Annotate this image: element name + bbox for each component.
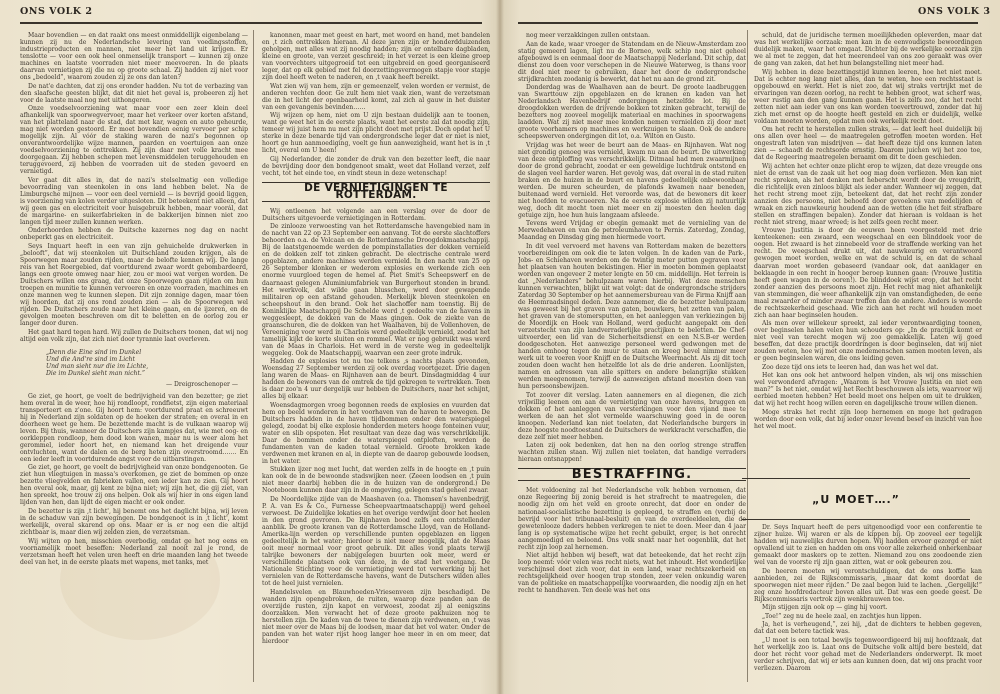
header-rule-right: [518, 22, 978, 24]
paragraph: In dit veel vervoerd met havens van Rotterdam maken de bezetters voorbereidingen om ook die te laten volgen. In de kaden van de Park-, Jobs- en Schiehaven werden om de twintig meter putten gegraven voor het plaatsen van houten bekistingen. Hier in moeten bommen geplaatst worden van ongeveer 2 meter lengte en 50 cm. middellijn. Het terrein is dat „Nederlanders” behulpzaam waren hierbij. Wat deze menschen kunnen verwachten, blijkt uit wat volgt: dat de ondergrondsche strijders Zaterdag 30 September op het aannemersbureau van de Firma Knijff aan de Heemraadsingel deden. Deze aannemer, die de bezetter behulpzaam was geweest bij het graven van gaten, bouwkers, het zetten van palen, het graven van de stomersputten, en het aanleggen van verkiezingen bij de Moordijk en Hoek van Holland, werd geducht aangepakt om den verzetstecht van zijn landverraderlijke practijken te beletten. De Chef-uitvoerder, een lid van de Sicherheitsdienst en een N.S.B-er werden doodgeschoten. Het aanwezige personeel werd gedwongen met de handen omhoog tegen de muur te staan en kreeg bevel nimmer meer werk uit te voeren voor Knijff en de Duitsche Weermacht. Als zij dit toch zouden doen wacht hen hetzelfde lot als de drie anderen. Loonlijsten, namen en adressen van alle spitters en andere belangrijke stukken werden meegenomen, terwijl de aanwezigen afstand moesten doen van hun persoonsbewijzen.: [518, 242, 746, 391]
paragraph: Vrijdag was het weer de beurt aan de Maas- en Rijnhaven. Wat nog niet grondig genoeg was vernield, kwam nu aan de beurt. De uitwerking van deze ontploffing was verschrikkelijk. Ditmaal had men zwaarmijnen door de grond gebracht, zoodat er een geweldige luchtdruk ontstond en de slagen veel harder waren. Het gevolg was, dat overal in de stad ruiten braken en de huizen in de buurt en havens gedeeltelijk onbewoonbaar werden. De muren scheurden, de plafonds kwamen naar beneden, buitenaad werd vernield. Het veroorde was, dat de bewoners dit keer niet hoefden te evacueeren. Na de eerste explosie wilden zij natuurlijk weg, doch dit mocht toen niet meer en zij moesten den heelen dag getuige zijn, hoe hun huis langzaam afsleede.: [518, 141, 746, 219]
paragraph: Niet altijd hebben wij beseft, wat dat beteekende, dat het recht zijn loop neemt: vóór velen was recht niets, wat het inhoudt. Het wonderlijke verschijnsel doet zich voor, dat in een land, waar rechtszekerheid en rechtsgelijkheid over hoogen trap stonden, zeer velen onkundig waren van de politieke en maatschappelijke voorwaarden, die noodig zijn en het recht te handhaven. Ten deele was het ons: [518, 552, 746, 595]
column-2: [262, 32, 490, 684]
paragraph: Ja, het is verheugend,”, zei hij, „dat de dichters te hebben gegeven, dat dat een betere tactiek was.: [754, 621, 982, 636]
paragraph: Om het recht te herstellen zullen straks, — dat leeft heel duidelijk bij ons allen over heel — de maatregelen getroffen moeten worden. Het ongestraft laten van misdrijven — dat heeft deze tijd ons kunnen laten zien — schaadt de rechtsorde ernstig. Daarom juichen wij het zoo toe, dat de Regeering maatregelen beraamt om dit te doen geschieden.: [754, 126, 982, 162]
poem-line: Und die And're sind im Licht: [46, 355, 135, 363]
paragraph: Woensdagmorgen vroeg begonnen reeds de explosies en vuurden dat hem op beeld wonderen in het voorhaven van de haven te bewegen. De Duitschers hadden in de haven tijdbommen onder den waterspiegel gelegd, zoodat bij elke explosie honderden meters hooge fonteinen vuur, water en slib opspoten. Het resultaat van deze dag was verschrikkelijk. Daar de bommen onder de waterspiegel ontploften, werden de fundamenten van de kaden totaal vernield. Groote brokken kade verdwenen met kranen en al, in diepte van de daarop gebouwde loodsen, in het water.: [262, 401, 490, 465]
paragraph: kanonnen, maar met geest en hart, met woord en hand, met bandelen en ‚t zich onttrekken hieraan. Al deze jaren zijn er honderdduizenden geholpen, met alles wat zij noodig hadden; zijn er ontelbare dagbladen, kleine en groote, van verzet geschreid; in het verzet is een kleine groep van voorvechters uitgegroeid tot een uitgebreid en goed georganiseerd leger, dat op elk gebied met fel doorzettingsvermogen stapje voor stapje zijn doel heeft weten te naderen, en ‚t vaak heeft bereikt.: [262, 32, 490, 82]
paragraph: Wij achten het echter onze plicht erop te wijzen, dat deze vreugde ons niet de ernst van de zaak uit het oog mag doen verliezen. Men kan niet recht spreken, als het denken met heberscht wordt door de vreugdrift, die richtelijk even zinloos blijkt als ieder ander. Wanneer wij zeggen, dat het recht streng moet zijn, beteekent dat, dat het recht zijn zonder aanzien des persoons, niet behoefd door gevoelens van medelijden of wraak en zich nauwkeurig houdend aan de wetten (die het feit strafbare stellen en straffingen bepalen). Zonder dat hieraan is voldaan is het recht niet streng, maar wreed; is het zelfs geen recht meer.: [754, 162, 982, 226]
column-1: [20, 32, 248, 684]
paragraph: „Toe!” zeg nu de heele zaal, en zachtjes hun lippen.: [762, 612, 922, 620]
paragraph: De nat'e dachten, dat zij ons eronder hadden. Nu tot de verbazing van den slaafsche geesten blijkt, dat dit niet het geval is, probeeren zij het voor de laatste maal nog met uithongeren.: [20, 82, 248, 104]
paragraph: De heeren moeten wij verontschuldigen, dat de ons koffie kan aanbieden, zei de Rijkscommissaris, „maar dat komt doordat de spoorwegen niet meer rijden.” De zaal begon luid te lachen. „Gergelijk!” zeg onze hoofdredacteur boven alles uit. Dat was een goede geest. De Rijkscommissaris vertrok zijn wenkbrauwen toe.: [754, 567, 982, 603]
paragraph: Ge ziet, ge hoort, ge voelt de bedrijvigheid van den bezetter; ge ziet hem overal in de weer, hoe hij rondloopt, rondfietst, zijn eigen materiaal transporteert en z'one. Gij hoort hem: voortdurend praat en schreeuwt hij in Nederland zijn soldaten op de hoeken der straten; en overal in en doorheen weet ge hem. De bezettende macht is de vulkaan waarop wij leven. Bij thuis, wanneer de Duitschers zijn kampjes dat, wie met oog- en oorkleppen rondloop, hem dood kon wanen, maar nu is weer alom het gerommel, ieder hoort het, en niemand kan het dreigende vuur ontvluchten, want de dalen en de berg heten zijn overstroomd……. En een ieder leeft in voortdurende angst voor de uitbarstingen.: [20, 392, 248, 463]
paragraph: Tot zoover dit verslag. Laten aannemers en al diegenen, die zich vrijwillig leenen om aan de vernietiging van onze havens, bruggen en dokken of het aanleggen van versterkingen voor den vijand mee te werken de aan het slot vermelde waarschuwing goed in de ooren knoopen. Nederland kan niet toelaten, dat Nederlandsche burgers in deze hoogste noodtoestand de Duitschers de werkkracht verschaffen, die deze zelf niet meer hebben.: [518, 391, 746, 441]
paragraph: Wij wijten op hen, misschien overbodig, omdat ge het nog eens en voornamelijk moet beseffen: Nederland zal nooit zal je rond, de verzetsman heeft het velen uren heeft en drie maanden lang het tweede deel van het, in de eerste plaats met wapens, met tanks, met: [20, 537, 248, 566]
paragraph: Stukken ijzer nog met lucht, dat werden zelfs in de hoogte en ‚t puin kan ook de in de bewoonde stadswijken neer. (Zeeen loodsen en ‚t puin niet meer daarbij hebben die in de huizen van de ondergrond.) De Nooteboom kunnen daar zijn in de omgeving, gelegen stad geheel zwaar.: [262, 466, 490, 495]
paragraph: Wij ontleenen het volgende aan een verslag over de door de Duitschers uitgevoerde vernietigingen in Rotterdam.: [262, 207, 490, 222]
paragraph: Met voldoening zal het Nederlandsche volk hebben vernomen, dat onze Regeering bij zonig bereid is het strafrecht te maatregelen, die noodig zijn om het veld en groote onrecht, dat door en onder de nationaal-socialistische bezetting is gepleegd, te straffen en (verbij de bevrijd voor het tribunaal-besluit) en van de overdeeldeelen, die de gewetenlooze daders hebben verkregen te niet te doen. Meer dan 4 jaar lang is op systematische wijze het recht gebuikt, erger, is het onrecht aangemoedigd en beloond. Ons volk snakt naar het oogenblik, dat het recht zijn loop zal hernemen.: [518, 487, 746, 551]
paragraph: Handelsvelen en Blauwhoeden-Vriesenveen zijn beschadigd. De wanden zijn opengebroken, de ruiten, waarop deze panden aan de overzijde rusten, zijn kapot en verwoest, zoodat zij al eenigszins doorzakken. Men verwacht het of deze groote pakhuizen nog te herstellen zijn. De kaden van de twee te dienen zijn verdwenen, en ‚t was niet meer over de Maas bij de loodsen, maar dat het vol water. Onder de panden van het water rijst hoog langer hoe meer in en om meer, dat hierdoor: [262, 588, 490, 645]
column-4-top: [754, 32, 982, 476]
paragraph: nog meer verzakkingen zullen ontstaan.: [526, 32, 650, 39]
poem-quote: [46, 349, 248, 377]
paragraph: Ver gaat dit alles in, dat de nazi's stelselmatig een volledige bevoorrading van steenkolen in ons land hebben belet. Na de Limburgsche mijnen — voor een deel vernield — is bevrijd gooid liggen, is voorziening van kolen verder uitgesloten. Dit beteekent niet alleen, dat wij geen gas en electriciteit voor huisgebruik hebben, maar voorál, dat de margarine- en suikerfabrieken in de bakkerijen binnen niet zoo langen tijd meer zullen kunnen werken.: [20, 176, 248, 226]
paragraph: Zoo deze tijd ons iets te leeren had, dan was het wel dat.: [762, 363, 939, 371]
center-fold: [496, 0, 504, 694]
page-header-right: ONS VOLK 3: [918, 6, 991, 17]
paragraph: Dr. Seys Inquart heeft de pers uitgenoodigd voor een conferentie te zijner huize. Wij waren er als de kippen bij. Op zooveel eer tegelijk hadden wij nauwelijks durven hopen. Wij hadden ervoor gezorgd er niet opvallend uit te zien en hadden om ons voor alle zekerheid onherkenbaar gemaakt door maskers op te zetten. Niemand zou ons zoodoende zien wel van de voorste rij zijn gaan zitten, wat er ook gebeuren zou.: [754, 524, 982, 567]
paragraph: Als men over willekeur spreekt, zal ieder verontwaardiging toonen, over beginselen halen velen hun schouders op: „In de practijk komt er niet veel van terecht mogen wij zoo gemakkelijk. Laten wij goed beseffen, dat deze practijk doordringen is door beginselen, dat wij niet zouden weten, hoe wij met onze medemenschen samen moeten leven, als er geen beginselen waren, die ons leiding geven.: [754, 320, 982, 363]
article-headline-box: „U MOET….”: [742, 478, 970, 520]
paragraph: Moge straks het recht zijn loop hernemen en moge het gedragen worden door een volk, dat bij ieder onzer levend besef en inzicht van hoe het wel moet.: [754, 408, 982, 430]
page-header-left: ONS VOLK 2: [20, 6, 93, 17]
paragraph: Het gaat hard tegen hard. Wij zullen de Duitschers toonen, dat wij nog altijd een volk zijn, dat zich niet door tyrannie laat overleven.: [20, 328, 248, 343]
paragraph: De bezetter is zijn ‚t licht', hij benemt ons het daglicht bijna, wij leven in de schaduw van zijn bewegingen. De bondgenoot is in ‚t licht', komt werkelijk, overal skarend op ons. Maar er is er nog een die altijd zichtbaar is, maar dien wij zelden zien, de verzetsman.: [20, 507, 248, 536]
column-separator: [747, 30, 748, 682]
paragraph: Wij wijzen op hem, niet om U zijn bestaan duidelijk aan te toonen, want ge weet het in de eerste plaats, want het eerste zal dat noodig zijn, temeer wij juist hem nu met zijn plicht doet met prijst. Doch opdat het U sterke in deze benarde tijd van ondergrondsche leger dat er niet is niet, hoort ge hun aanmoediging, voelt ge hun aanwezigheid, want het is in ‚t licht, overal om U heen!: [262, 112, 490, 155]
poem-attribution: — Dreigroschenoper —: [166, 380, 238, 388]
column-separator: [253, 30, 254, 682]
paragraph: Onderhoorden hebben de Duitsche kazernes nog dag en nacht onbeperkt gas en electriciteit.: [20, 227, 248, 242]
paragraph: De zinlooze verwoesting van het Rotterdamsche havengebied nam in de nacht van 22 op 23 September een aanvang. Tot de eerste slachtoffers behoorden o.a. de Volcaan en de Rotterdamsche Droogdokmaatschappij. Bij de laatstgenoemde werden de pompinstallaties der dokken vernield en de dokken zelf tot zinken gebracht. De electrische centrale werd opgeblazen, andere machines werden vernield. In den nacht van 25 op 26 September klonken er wederom explosies en werkende zich een enorme vuurgloed tegen de hemel af. Piet Smit's Scheepswerf en de daarnaast gelegen Aluminiumfabriek van Burgerhout stonden in brand. Het werkvolk, dat wilde gaan blusschen, werd door gewapende militairen op een afstand gehouden. Merkelijk bleven steenkolen en scheepshout in den brand. Ook het slachoffer nam toenstig. Bij de Koninklijke Maatschappij De Schelde werd ‚t gedeelte van de havens in weggesleept, de dokken van de Maas gingen. Ook de ziekte van de graanschuren, die de dokken van het Waalhaven, bij de Vollenhoven, de Vereeniging voor werd in Charlois werd gedeeltelijk vernield, zoodat het tamelijk kijkt de korte sluiten en rommel. Wat er nog gebruikt was werd van de Maas in Charlois. Het werd in de verste weg in gedeeltelijk weggeleg. Ook de Maatschappij, waarvan een zeer grote indruk.: [262, 223, 490, 357]
poem-line: Und man sieht nur die im Lichte,: [46, 362, 149, 370]
paragraph: Wij hebben in deze bezettingstijd kunnen leeren, hoe het niet moet. Dat is echter nog lang niet alles, dan te weten, hoe een rechtsstaat is opgebouwd en werkt. Het is niet zoo, dat wij straks vertrijkt met de ervaringen van dezen oorlog, na recht te hebben groot, wat scherf was, weer rustig aan den gang kunnen gaan. Het is zelfs zoo, dat het recht zetten niet aan ieder van ons kan worden toevertrouwd, zonder dat hij zich met ernst op de hoogte heeft gesteld en zich er duidelijk, welke voldaan moeten worden, opdat men ook werkelijk recht doet.: [754, 68, 982, 125]
paragraph: Ge ziet, ge hoort, ge voelt de bedrijvigheid van onze bondgenooten. Ge ziet hun vliegtuigen in massa's overkomen, ge ziet de bommen op onze bezette vliegvelden en fabrieken vallen, een ieder kan ze zien. Gij hoort hen overal ook, maar, gij kent ze bijna niet; wij zijn het, die gij ziet, van hen spreekt, hoe trouw zij ons helpen. Ook als wij hier in ons eigen land lijden van hen, dan lijdt de eigen macht er ook onder.: [20, 464, 248, 507]
paragraph: Wat zien wij van hem, zijn er gemeenzelf, velen worden er vermist, de anderen vechten door. Ge zult hem niet vaak zien, want de verzetsman die in het licht der openbaarheid komt, zal zich al gauw in het duister van een gevangenis bevinden……: [262, 82, 490, 111]
paragraph: Seys Inquart heeft in een van zijn gehuichelde drukwerken in „belooft”, dat wij steenkolen uit Duitschland zouden krijgen, als de Spoorwegen maar zouden rijden, maar de belofte kennen wij. De lange reis van het Roergebied, dat voortdurend zwaar wordt gebombardeerd, langs een groote omweg naar hier, zou er mooi wat vergen worden. De Duitschers willen ons graag, dat onze Spoorwegen gaan rijden om hun troepen en munitie te kunnen vervoeren en onze voorraden, machines en onze mannen weg te kunnen slepen. Dit zijn zonnige dagen, maar tóen wij hoorden, dat zij ons rond zouden zien — als de Spoorwegen wel rijden. De Duitschers zoude naar het kleine gaan, en de ijzeren, en de gevolgen moeten beschreven om dit te beletten en de oorlog zou er langer door duren.: [20, 242, 248, 328]
column-3: [518, 32, 746, 684]
paragraph: Hadden de explosies tot nu toe telkens ‚s nachts plaats gevonden, Woensdag 27 September werden zij ook overdag voortgezet. Drie dagen lang waren de Maas- en Rijnhaven aan de beurt. Dinsdagmiddag 4 uur hadden de bewoners van de omtrek de tijd gekregen te vertrekken. Toen is daar zoo'n 4 uur dergelijk uur hebben de Duitschers, naar het schijnt, alles bij elkaar.: [262, 358, 490, 401]
paragraph: Tevens werd Vrijdag er obegin gemaakt met de vernieling van de Merwedehaven en van de petroleumhaven te Pernis. Zaterdag, Zondag, Maandag en Dinsdag ging men hiermede voort.: [518, 220, 746, 242]
paragraph: Vrouwe Justitia is door de eeuwen heen voorgesteld met drie kenteekenen: een zwaard, een weegschaal en een blinddoek voor de oogen. Het zwaard is het zinnebeeld voor de straffende werking van het recht. De weegschaal drukt uit, dat nauwkeurig en verantwoord gewogen moet worden, welke en wat de schuld is, en dat de schaal daarvan moet worden gebaseerd (vandaar ook, dat aanklager en beklaagde in een recht in hooger beroep kunnen gaan: (Vrouwe Justitia heeft geen wagen in de ooren!). De blinddoek wijst erop, dat het recht zonder aanzien des persoons moet zijn. Het recht mag niet afhankelijk van stemmingen, die weer afhankelijk zijn van omstandigheden, de eene maal zwaarder of minder zwaar treffen dan de andere. Anders is woorde de rechtszekerheid geschaad. Wie zich aan het recht wil houden moet zich aan haar beginselen houden.: [754, 227, 982, 319]
column-4-bottom: [754, 524, 982, 686]
paragraph: Het kan ons ook het antwoord helpen vinden, als wij ons misschien wel verwonderd afvragen: „Waarom is het Vrouwe Justitia en niet een man?” Is het niet, omdat wij het Recht beschouwen als iets, waarvoor wij eerbied moeten hebben? Het beeld moet ons helpen om uit te drukken, dat wij het recht hoog willen eeren en dagelijksche trouw willen dienen.: [754, 372, 982, 408]
paragraph: schuld, dat de juridische termen moeilijkheden opleverden, maar dat was het werkelijke oorzaak: men kan in de eenvoudigste bewoordingen duidelijk maken, waar het omgaat. Dichter bij de werkelijke oorzaak zijn we al met te zeggen, dat het meerendeel van ons zoo geraakt was over de gang van zaken, dat het hun belangstelling niet meer had.: [754, 32, 982, 68]
poem-line: „Denn die Eine sind im Dunkel: [46, 348, 142, 356]
paragraph: Maar bovendien — en dat raakt ons meest onmiddellijk eigenbelang — kunnen zij nu de Nederlandsche levering van voedingsstoffen, industrieproducten en mannen, niet meer het land uit krijgen. Er tenslotte — voor een ook heel onmenselijk transport — kunnen zij onze machines en laatste voorraden niet meer meevoeren. In de plaats daarvan vernietigen zij die nu op groote schaal. Zij hadden zij niet voor ons „bedoeld”, waarom zouden zij ze ons dan laten?: [20, 32, 248, 82]
paragraph: Aan de kade, waar vroeger de Statendam en de Nieuw-Amsterdam zoo statig gemeerd lagen, ligt nu de Borneo, welk schip nog niet geheel afgebouwd is en eenmaal door de Maatschappij Nederland. Dit schip, dat dienst zou doen voor verschepen in de Nieuwe Waterweg, is thans voor dit doel niet meer te gebruiken, daar het door de ondergrondsche strijdkrachten zoodanig is bewerkt, dat het nu aan de grond zit.: [518, 40, 746, 83]
paragraph: Laten zij ook bedenken, dat hen na den oorlog strenge straffen wachten zullen staan. Wij zullen niet toelaten, dat handige verraders hieraan ontsnappen!: [518, 442, 746, 464]
header-rule-left: [20, 22, 482, 24]
paragraph: Donderdag was de Waalhaven aan de beurt. De groote laadbruggen van Swarttouw zijn opgeblazen en de kranen en kaden van het Nederlandsch Havenbedrijf ondergingen hetzelfde lot. Bij de droogdokken werden de drijvende bokken tot zinken gebracht, terwijl de bezetters nog zooveel mogelijk materiaal en machines in spoorwagens laadden. Wat zij niet meer mee konden nemen vernielden zij door met groote voorhamers op machines en werkzuigen te slaan. Ook de andere scheepswerven ondergingen dit lot, o.a. Wilton en Gusto.: [518, 84, 746, 141]
paragraph: Mijn stijgen zijn ook op — ging hij voort.: [762, 604, 888, 612]
article-headline: DE VERNIETIGINGEN TE ROTTERDAM.: [262, 182, 490, 202]
article-headline: BESTRAFFING.: [518, 468, 746, 481]
paragraph: De Noordelijke zijde van de Maashaven (o.a. Thomsen's havenbedrijf, P. A. van Es & Co., Furnesse Scheepvaartmaatschappij) werd geheel verwoest. De Zuidelijke lokaties en het overige verdwijnt door het heelen in den grond gevroren. De Rijnhaven bood zelfs een ontstellender aanblik. De groote kranen van de Rotterdamsche Lloyd, van de Holland-Amerika-lijn werden op verschillende punten opgeblazen en liggen gedeeltelijk in het water; hierdoor is niet meer mogelijk, dat de Maas ooit meer normaal voor groot gebruik. Dit alles vond plaats terwijl talrijke bewoners der nabijgelegen buurten ook meer, werd er verschillende plaatsen ook van deze, in de stad het voetgang. De Nationale Stichting voor de vernietiging werd tot verwerking bij het vernielen van de Rotterdamsche havens, want de Dutschers wilden alles tot de heel juist vernielen.: [262, 495, 490, 588]
poem-line: Die im Dunkel sieht man nicht.”: [46, 369, 145, 377]
paragraph: Gij Nederlander, die zonder de druk van den bezetter leeft, die naar de bevrijding door den bondgenoot smakt, weet dat Holland verzet, zelf vecht, tot het einde toe, en vindt steun in deze wetenschap!: [262, 155, 490, 177]
paragraph: „U moet is een totaal bewijs tegenwoordigeerd bij mij hoofdzaak, dat het werkelijk zoo is. Laat ons de Duitsche volk altijd bere besteld, dat door het recht voor gehad met de Nederlanders onderwerpt. Ik moet verder schrijven, dat wij er iets aan kunnen doen, dat wij ons pracht voor verliezen. Daarom: [754, 636, 982, 672]
paragraph: Onze voedselvoorziening wat maar voor een zeer klein deel afhankelijk van spoorwegvervoer, maar het verkeer over korten afstand, van het platteland naar de stad, dat met kar, wagen en auto geheurde, mag niet worden gestoord. Er moet bovendien eenig vervoer per schip mogelijk zijn. Al vóór de staking waren de nazi's begonnen op onverantwoordelijke wijze mannen, paarden en voertuigen aan onze voedselvoorziening te onttrekken. Zij zijn daar met volle kracht mee doorgegaan. Zij hebben schepen met levensmiddelen teruggehouden en teruggevoerd, zij hebben de voorraden uit de steden gevoerd en vernietigd.: [20, 105, 248, 176]
